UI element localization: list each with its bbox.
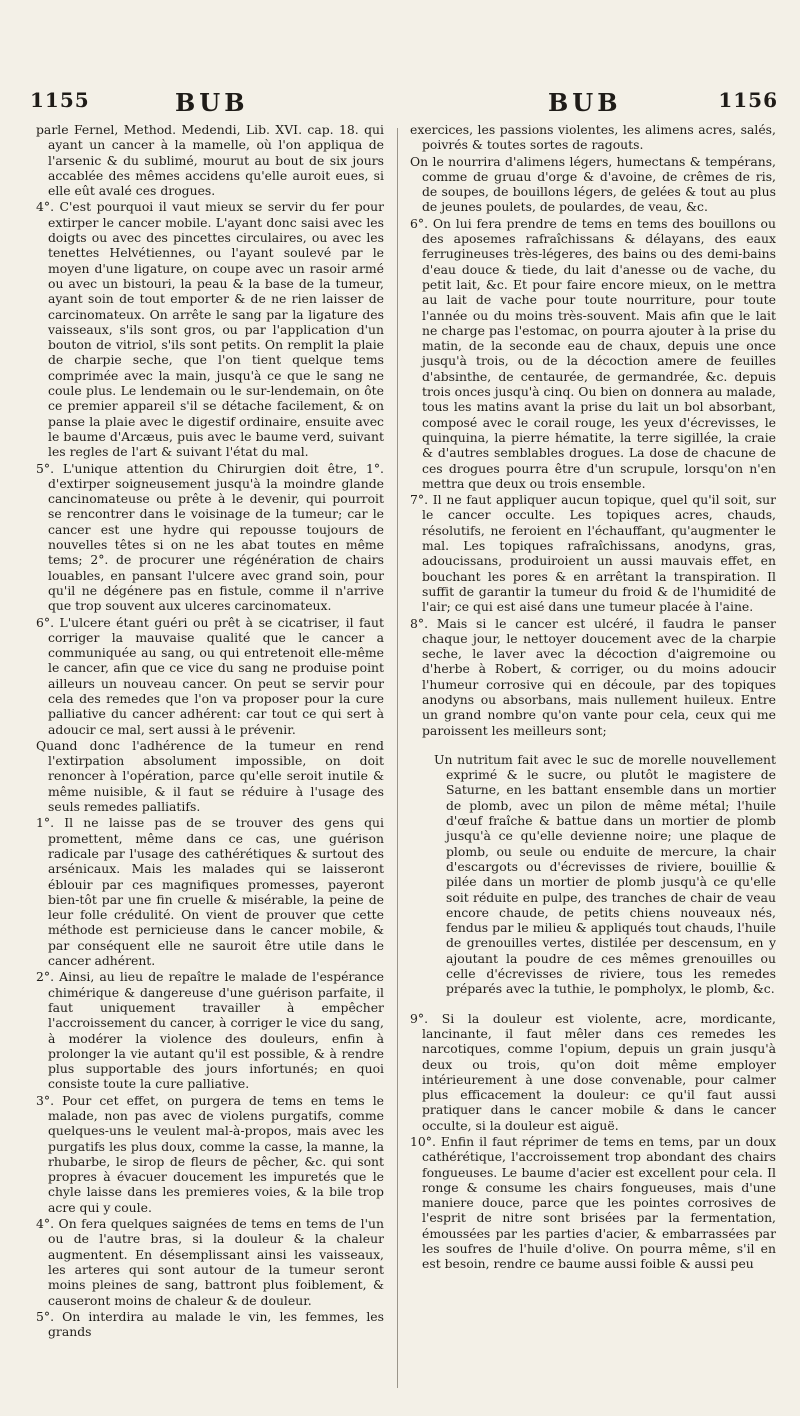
column-divider (397, 128, 398, 1388)
paragraph: exercices, les passions violentes, les alimens acres, salés, poivrés & toutes sortes de ragouts. (410, 122, 776, 153)
paragraph: 9°. Si la douleur est violente, acre, mordicante, lancinante, il faut mêler dans ces remedes les narcotiques, comme l'opium, depuis un grain jusqu'à deux ou trois, qu'on doit même employer intérieurement à une dose convenable, pour calmer plus efficacement la douleur: ce qu'il faut aussi pratiquer dans le cancer mobile & dans le cancer occulte, si la douleur est aiguë. (410, 1010, 776, 1133)
headword-left: BUB (175, 88, 249, 117)
page-number-right: 1156 (718, 88, 778, 112)
paragraph: 8°. Mais si le cancer est ulcéré, il faudra le panser chaque jour, le nettoyer doucement avec de la charpie seche, le laver avec la décoction d'aigremoine ou d'herbe à Robert, & corriger, ou du moins adoucir l'humeur corrosive qui en découle, par des topiques anodyns ou absorbans, mais nullement huileux. Entre un grand nombre qu'on vante pour cela, ceux qui me paroissent les meilleurs sont; (410, 615, 776, 738)
paragraph: 6°. L'ulcere étant guéri ou prêt à se cicatriser, il faut corriger la mauvaise qualité que le cancer a communiquée au sang, ou qui entretenoit elle-même le cancer, afin que ce vice du sang ne produise point ailleurs un nouveau cancer. On peut se servir pour cela des remedes que l'on va proposer pour la cure palliative du cancer adhérent: car tout ce qui sert à adoucir ce mal, sert aussi à le prévenir. (36, 614, 384, 737)
paragraph: 3°. Pour cet effet, on purgera de tems en tems le malade, non pas avec de violens purgatifs, comme quelques-uns le veulent mal-à-propos, mais avec les purgatifs les plus doux, comme la casse, la manne, la rhubarbe, le sirop de fleurs de pêcher, &c. qui sont propres à évacuer doucement les impuretés que le chyle laisse dans les premieres voies, & la bile trop acre qui y coule. (36, 1092, 384, 1215)
paragraph: 10°. Enfin il faut réprimer de tems en tems, par un doux cathérétique, l'accroissement trop abondant des chairs fongueuses. Le baume d'acier est excellent pour cela. Il ronge & consume les chairs fongueuses, mais d'une maniere douce, parce que les pointes corrosives de l'esprit de nitre sont brisées par la fermentation, émoussées par les parties d'acier, & embarrassées par les soufres de l'huile d'olive. On pourra même, s'il en est besoin, rendre ce baume aussi foible & aussi peu (410, 1134, 776, 1272)
paragraph: 7°. Il ne faut appliquer aucun topique, quel qu'il soit, sur le cancer occulte. Les topiques acres, chauds, résolutifs, ne feroient en l'échauffant, qu'augmenter le mal. Les topiques rafraîchissans, anodyns, gras, adoucissans, produiroient un aussi mauvais effet, en bouchant les pores & en arrêtant la transpiration. Il suffit de garantir la tumeur du froid & de l'humidité de l'air; ce qui est aisé dans une tumeur placée à l'aine. (410, 492, 776, 615)
right-column (410, 122, 776, 1402)
paragraph: 4°. On fera quelques saignées de tems en tems de l'un ou de l'autre bras, si la douleur & la chaleur augmentent. En désemplissant ainsi les vaisseaux, les arteres qui sont autour de la tumeur seront moins pleines de sang, battront plus foiblement, & causeront moins de chaleur & de douleur. (36, 1216, 384, 1308)
paragraph: 1°. Il ne laisse pas de se trouver des gens qui promettent, même dans ce cas, une guérison radicale par l'usage des cathérétiques & surtout des arsénicaux. Mais les malades qui se laisseront éblouir par ces magnifiques promesses, payeront bien-tôt par une fin cruelle & misérable, la peine de leur folle crédulité. On vient de prouver que cette méthode est pernicieuse dans le cancer mobile, & par conséquent elle ne sauroit être utile dans le cancer adhérent. (36, 815, 384, 969)
paragraph: 4°. C'est pourquoi il vaut mieux se servir du fer pour extirper le cancer mobile. L'ayant donc saisi avec les doigts ou avec des pincettes circulaires, ou avec les tenettes Helvétiennes, ou l'ayant soulevé par le moyen d'une ligature, on coupe avec un rasoir armé ou avec un bistouri, la peau & la base de la tumeur, ayant soin de tout emporter & de ne rien laisser de carcinomateux. On arrête le sang par la ligature des vaisseaux, s'ils sont gros, ou par l'application d'un bouton de vitriol, s'ils sont petits. On remplit la plaie de charpie seche, que l'on tient quelque tems comprimée avec la main, jusqu'à ce que le sang ne coule plus. Le lendemain ou le sur-lendemain, on ôte ce premier appareil s'il se détache facilement, & on panse la plaie avec le digestif ordinaire, ensuite avec le baume d'Arcæus, puis avec le baume verd, suivant les regles de l'art & suivant l'état du mal. (36, 199, 384, 460)
running-header (0, 88, 800, 118)
paragraph: 5°. On interdira au malade le vin, les femmes, les grands (36, 1308, 384, 1340)
paragraph: 5°. L'unique attention du Chirurgien doit être, 1°. d'extirper soigneusement jusqu'à la moindre glande cancinomateuse ou prête à le devenir, qui pourroit se rencontrer dans le voisinage de la tumeur; car le cancer est une hydre qui repousse toujours de nouvelles têtes si on ne les abat toutes en même tems; 2°. de procurer une régénération de chairs louables, en pansant l'ulcere avec grand soin, pour qu'il ne dégénere pas en fistule, comme il n'arrive que trop souvent aux ulceres carcinomateux. (36, 460, 384, 614)
headword-right: BUB (548, 88, 622, 117)
paragraph: parle Fernel, Method. Medendi, Lib. XVI. cap. 18. qui ayant un cancer à la mamelle, où l'on appliqua de l'arsenic & du sublimé, mourut au bout de six jours accablée des mêmes accidens qu'elle auroit eues, si elle eût avalé ces drogues. (36, 122, 384, 199)
remedy-paragraph: Un nutritum fait avec le suc de morelle nouvellement exprimé & le sucre, ou plutôt le magistere de Saturne, en les battant ensemble dans un mortier de plomb, avec un pilon de même métal; l'huile d'œuf fraîche & battue dans un mortier de plomb jusqu'à ce qu'elle devienne noire; une plaque de plomb, ou seule ou enduite de mercure, la chair d'escargots ou d'écrevisses de riviere, bouillie & pilée dans un mortier de plomb jusqu'à ce qu'elle soit réduite en pulpe, des tranches de chair de veau encore chaude, de petits chiens nouveaux nés, fendus par le milieu & appliqués tout chauds, l'huile de grenouilles vertes, distilée per descensum, en y ajoutant la poudre de ces mêmes grenouilles ou celle d'écrevisses de riviere, tous les remedes préparés avec la tuthie, le pompholyx, le plomb, &c. (434, 751, 776, 997)
paragraph: 6°. On lui fera prendre de tems en tems des bouillons ou des aposemes rafraîchissans & délayans, des eaux ferrugineuses très-légeres, des bains ou des demi-bains d'eau douce & tiede, du lait d'anesse ou de vache, du petit lait, &c. Et pour faire encore mieux, on le mettra au lait de vache pour toute nourriture, pour toute l'année ou du moins très-souvent. Mais afin que le lait ne charge pas l'estomac, on pourra ajouter à la prise du matin, de la seconde eau de chaux, depuis une once jusqu'à trois, ou de la décoction amere de feuilles d'absinthe, de centaurée, de germandrée, &c. depuis trois onces jusqu'à cinq. Ou bien on donnera au malade, tous les matins avant la prise du lait un bol absorbant, composé avec le corail rouge, les yeux d'écrevisses, le quinquina, la pierre hématite, la terre sigillée, la craie & d'autres semblables drogues. La dose de chacune de ces drogues pourra être d'un scrupule, lorsqu'on n'en mettra que deux ou trois ensemble. (410, 215, 776, 491)
paragraph: Quand donc l'adhérence de la tumeur en rend l'extirpation absolument impossible, on doit renoncer à l'opération, parce qu'elle seroit inutile & même nuisible, & il faut se réduire à l'usage des seuls remedes palliatifs. (36, 737, 384, 815)
page-number-left: 1155 (30, 88, 90, 112)
paragraph: On le nourrira d'alimens légers, humectans & tempérans, comme de gruau d'orge & d'avoine, de crêmes de ris, de soupes, de bouillons légers, de gelées & tout au plus de jeunes poulets, de poulardes, de veau, &c. (410, 153, 776, 215)
left-column (36, 122, 384, 1402)
paragraph: 2°. Ainsi, au lieu de repaître le malade de l'espérance chimérique & dangereuse d'une guérison parfaite, il faut uniquement travailler à empêcher l'accroissement du cancer, à corriger le vice du sang, à modérer la violence des douleurs, enfin à prolonger la vie autant qu'il est possible, & à rendre plus supportable des jours infortunés; en quoi consiste toute la cure palliative. (36, 969, 384, 1092)
